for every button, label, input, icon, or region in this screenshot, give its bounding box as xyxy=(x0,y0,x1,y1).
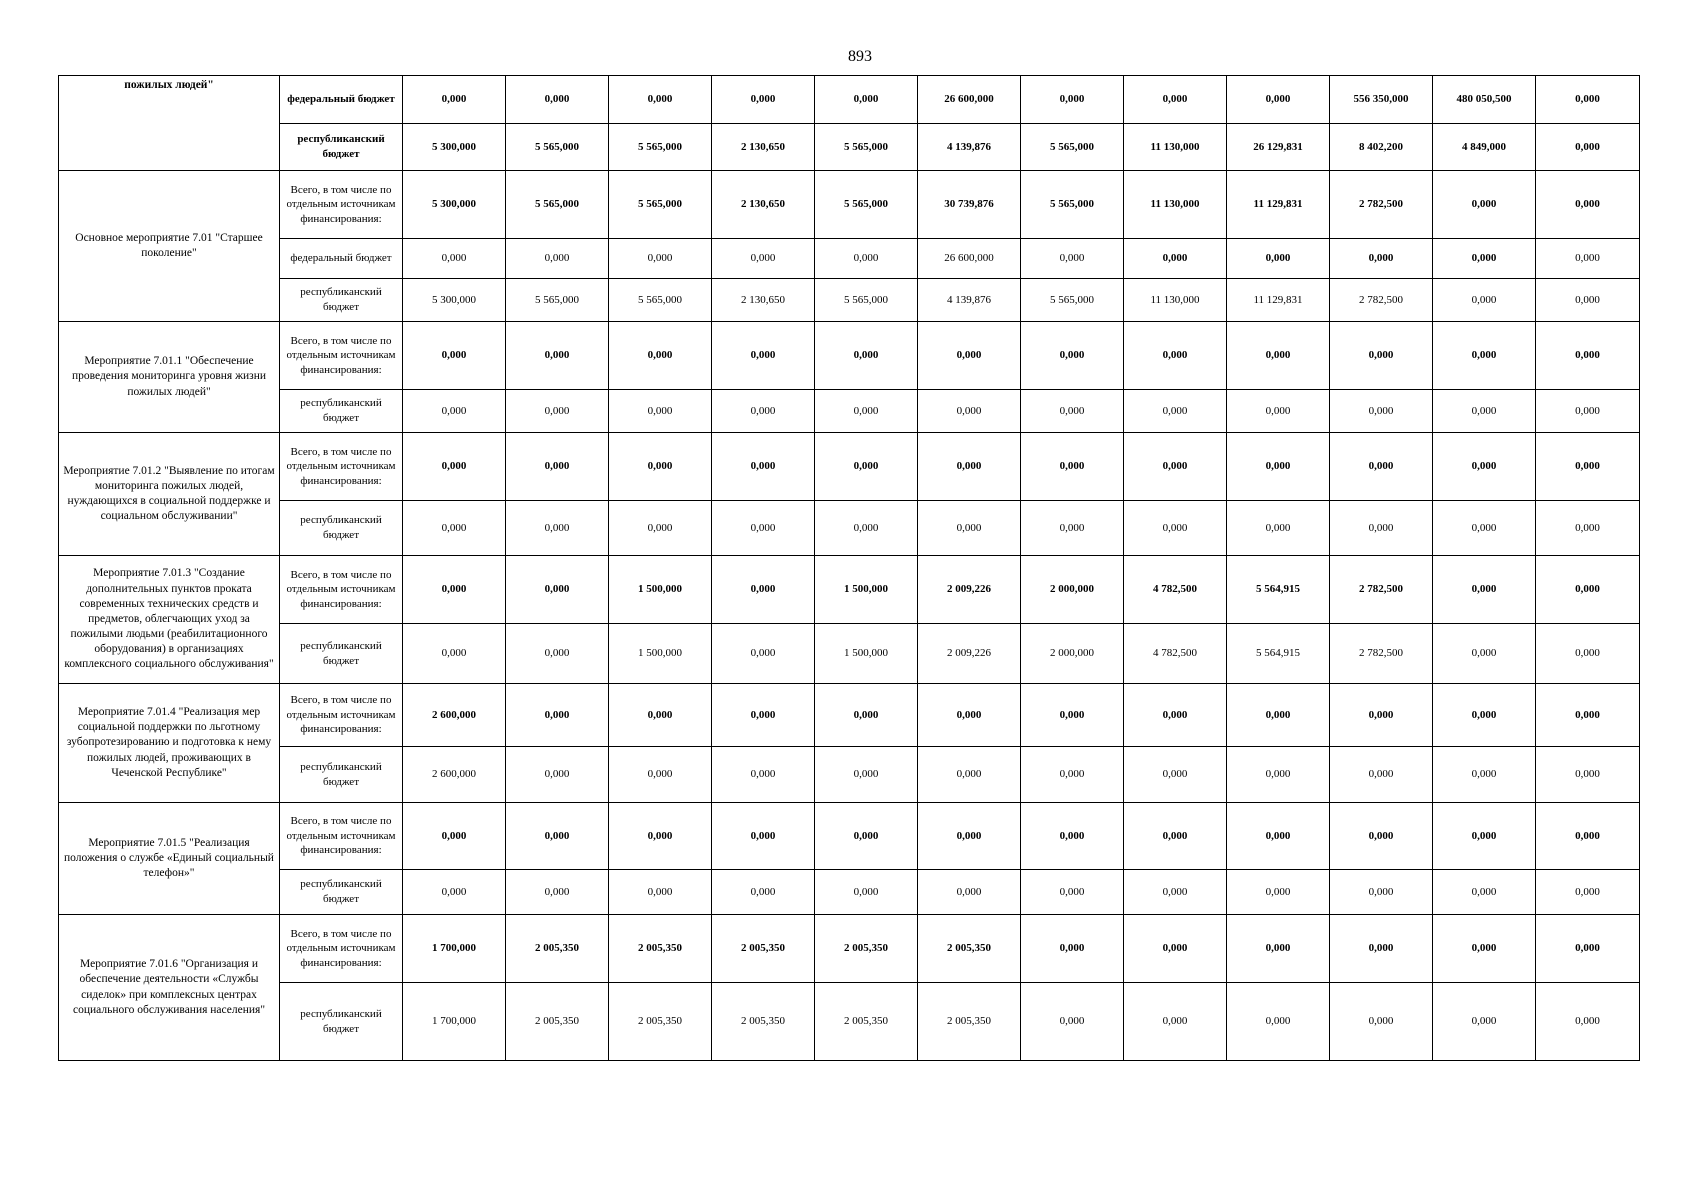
activity-name-cell: Мероприятие 7.01.4 "Реализация мер социальной поддержки по льготному зубопротезированию и подготовка к нему пожилых людей, проживающих в Чеченской Республике" xyxy=(59,684,280,803)
amount-cell: 0,000 xyxy=(403,803,506,870)
amount-cell: 2 782,500 xyxy=(1330,171,1433,239)
amount-cell: 0,000 xyxy=(506,390,609,433)
activity-name-cell: Мероприятие 7.01.6 "Организация и обеспечение деятельности «Службы сиделок» при комплексных центрах социального обслуживания населения" xyxy=(59,915,280,1061)
amount-cell: 0,000 xyxy=(1124,915,1227,983)
funding-source-cell: федеральный бюджет xyxy=(280,76,403,124)
amount-cell: 0,000 xyxy=(1021,983,1124,1061)
amount-cell: 0,000 xyxy=(918,684,1021,747)
amount-cell: 0,000 xyxy=(1536,322,1640,390)
amount-cell: 0,000 xyxy=(1433,501,1536,556)
amount-cell: 0,000 xyxy=(403,322,506,390)
amount-cell: 0,000 xyxy=(1433,390,1536,433)
amount-cell: 1 700,000 xyxy=(403,915,506,983)
amount-cell: 0,000 xyxy=(1330,501,1433,556)
amount-cell: 0,000 xyxy=(506,803,609,870)
amount-cell: 5 565,000 xyxy=(609,279,712,322)
funding-source-cell: Всего, в том числе по отдельным источникам финансирования: xyxy=(280,684,403,747)
table-row xyxy=(59,684,1640,747)
amount-cell: 556 350,000 xyxy=(1330,76,1433,124)
table-body xyxy=(59,76,1640,1061)
amount-cell: 0,000 xyxy=(712,556,815,624)
amount-cell: 0,000 xyxy=(1433,803,1536,870)
table-row xyxy=(59,390,1640,433)
amount-cell: 0,000 xyxy=(815,501,918,556)
amount-cell: 0,000 xyxy=(918,322,1021,390)
amount-cell: 0,000 xyxy=(506,501,609,556)
amount-cell: 0,000 xyxy=(918,803,1021,870)
amount-cell: 0,000 xyxy=(918,501,1021,556)
table-row xyxy=(59,870,1640,915)
amount-cell: 0,000 xyxy=(1330,390,1433,433)
amount-cell: 0,000 xyxy=(815,803,918,870)
amount-cell: 0,000 xyxy=(1124,803,1227,870)
amount-cell: 2 782,500 xyxy=(1330,624,1433,684)
funding-source-cell: Всего, в том числе по отдельным источникам финансирования: xyxy=(280,556,403,624)
amount-cell: 2 782,500 xyxy=(1330,556,1433,624)
amount-cell: 0,000 xyxy=(609,803,712,870)
amount-cell: 2 005,350 xyxy=(918,983,1021,1061)
funding-source-cell: республиканский бюджет xyxy=(280,279,403,322)
amount-cell: 0,000 xyxy=(403,624,506,684)
amount-cell: 11 130,000 xyxy=(1124,124,1227,171)
amount-cell: 5 565,000 xyxy=(506,124,609,171)
amount-cell: 2 130,650 xyxy=(712,171,815,239)
amount-cell: 30 739,876 xyxy=(918,171,1021,239)
amount-cell: 5 565,000 xyxy=(609,171,712,239)
amount-cell: 0,000 xyxy=(1227,433,1330,501)
amount-cell: 2 600,000 xyxy=(403,684,506,747)
table-row xyxy=(59,624,1640,684)
amount-cell: 0,000 xyxy=(1021,684,1124,747)
amount-cell: 0,000 xyxy=(815,390,918,433)
amount-cell: 0,000 xyxy=(1021,76,1124,124)
funding-source-cell: республиканский бюджет xyxy=(280,983,403,1061)
table-row xyxy=(59,279,1640,322)
amount-cell: 5 564,915 xyxy=(1227,556,1330,624)
amount-cell: 0,000 xyxy=(918,747,1021,803)
amount-cell: 0,000 xyxy=(609,390,712,433)
funding-source-cell: республиканский бюджет xyxy=(280,870,403,915)
amount-cell: 0,000 xyxy=(1536,684,1640,747)
amount-cell: 5 565,000 xyxy=(506,171,609,239)
amount-cell: 0,000 xyxy=(712,684,815,747)
amount-cell: 0,000 xyxy=(712,747,815,803)
amount-cell: 2 005,350 xyxy=(609,983,712,1061)
amount-cell: 0,000 xyxy=(1124,747,1227,803)
amount-cell: 0,000 xyxy=(506,747,609,803)
amount-cell: 11 130,000 xyxy=(1124,279,1227,322)
amount-cell: 0,000 xyxy=(1330,433,1433,501)
amount-cell: 0,000 xyxy=(403,556,506,624)
amount-cell: 0,000 xyxy=(815,433,918,501)
amount-cell: 0,000 xyxy=(712,322,815,390)
amount-cell: 0,000 xyxy=(918,390,1021,433)
amount-cell: 2 005,350 xyxy=(506,983,609,1061)
amount-cell: 2 009,226 xyxy=(918,624,1021,684)
amount-cell: 0,000 xyxy=(403,433,506,501)
amount-cell: 0,000 xyxy=(1433,870,1536,915)
amount-cell: 0,000 xyxy=(1536,239,1640,279)
amount-cell: 0,000 xyxy=(1021,501,1124,556)
amount-cell: 0,000 xyxy=(1227,915,1330,983)
amount-cell: 0,000 xyxy=(815,76,918,124)
amount-cell: 0,000 xyxy=(815,747,918,803)
amount-cell: 0,000 xyxy=(1433,747,1536,803)
funding-source-cell: Всего, в том числе по отдельным источникам финансирования: xyxy=(280,171,403,239)
amount-cell: 0,000 xyxy=(1536,390,1640,433)
amount-cell: 0,000 xyxy=(1536,171,1640,239)
amount-cell: 0,000 xyxy=(1124,983,1227,1061)
amount-cell: 0,000 xyxy=(712,390,815,433)
activity-name-cell: Мероприятие 7.01.3 "Создание дополнительных пунктов проката современных технических средств и предметов, облегчающих уход за пожилыми людьми (реабилитационного оборудования) в организациях комплексного социального обслуживания" xyxy=(59,556,280,684)
activity-name-cell: Мероприятие 7.01.2 "Выявление по итогам мониторинга пожилых людей, нуждающихся в социальной поддержке и социальном обслуживании" xyxy=(59,433,280,556)
budget-table xyxy=(58,75,1640,1061)
amount-cell: 2 005,350 xyxy=(712,983,815,1061)
amount-cell: 2 005,350 xyxy=(712,915,815,983)
amount-cell: 0,000 xyxy=(403,76,506,124)
amount-cell: 0,000 xyxy=(1124,390,1227,433)
amount-cell: 2 005,350 xyxy=(815,915,918,983)
activity-name-cell: Мероприятие 7.01.1 "Обеспечение проведения мониторинга уровня жизни пожилых людей" xyxy=(59,322,280,433)
amount-cell: 0,000 xyxy=(1330,870,1433,915)
amount-cell: 0,000 xyxy=(609,433,712,501)
amount-cell: 0,000 xyxy=(403,239,506,279)
amount-cell: 2 000,000 xyxy=(1021,556,1124,624)
amount-cell: 1 500,000 xyxy=(609,624,712,684)
amount-cell: 0,000 xyxy=(1021,390,1124,433)
amount-cell: 0,000 xyxy=(609,76,712,124)
table-row xyxy=(59,322,1640,390)
amount-cell: 2 005,350 xyxy=(918,915,1021,983)
amount-cell: 5 565,000 xyxy=(815,171,918,239)
amount-cell: 0,000 xyxy=(1536,983,1640,1061)
amount-cell: 0,000 xyxy=(1536,124,1640,171)
amount-cell: 0,000 xyxy=(712,624,815,684)
amount-cell: 0,000 xyxy=(1227,870,1330,915)
amount-cell: 0,000 xyxy=(712,870,815,915)
amount-cell: 0,000 xyxy=(609,501,712,556)
amount-cell: 0,000 xyxy=(609,684,712,747)
table-row xyxy=(59,171,1640,239)
table-row xyxy=(59,803,1640,870)
amount-cell: 5 565,000 xyxy=(506,279,609,322)
amount-cell: 0,000 xyxy=(712,501,815,556)
amount-cell: 4 139,876 xyxy=(918,279,1021,322)
amount-cell: 0,000 xyxy=(506,870,609,915)
amount-cell: 2 600,000 xyxy=(403,747,506,803)
amount-cell: 4 782,500 xyxy=(1124,556,1227,624)
amount-cell: 0,000 xyxy=(1330,239,1433,279)
amount-cell: 0,000 xyxy=(1536,433,1640,501)
table-row xyxy=(59,76,1640,124)
amount-cell: 0,000 xyxy=(1536,870,1640,915)
amount-cell: 0,000 xyxy=(815,322,918,390)
funding-source-cell: Всего, в том числе по отдельным источникам финансирования: xyxy=(280,433,403,501)
amount-cell: 0,000 xyxy=(1021,322,1124,390)
amount-cell: 0,000 xyxy=(1433,983,1536,1061)
amount-cell: 0,000 xyxy=(1124,239,1227,279)
amount-cell: 0,000 xyxy=(1433,171,1536,239)
amount-cell: 0,000 xyxy=(1536,501,1640,556)
amount-cell: 0,000 xyxy=(609,870,712,915)
amount-cell: 1 500,000 xyxy=(815,624,918,684)
amount-cell: 0,000 xyxy=(506,624,609,684)
amount-cell: 0,000 xyxy=(1536,624,1640,684)
amount-cell: 0,000 xyxy=(1433,915,1536,983)
amount-cell: 5 565,000 xyxy=(815,279,918,322)
amount-cell: 0,000 xyxy=(506,556,609,624)
amount-cell: 1 500,000 xyxy=(815,556,918,624)
amount-cell: 4 849,000 xyxy=(1433,124,1536,171)
amount-cell: 0,000 xyxy=(1021,803,1124,870)
amount-cell: 0,000 xyxy=(1227,239,1330,279)
activity-name-cell: Основное мероприятие 7.01 "Старшее поколение" xyxy=(59,171,280,322)
amount-cell: 2 005,350 xyxy=(815,983,918,1061)
amount-cell: 0,000 xyxy=(609,747,712,803)
amount-cell: 0,000 xyxy=(1330,684,1433,747)
amount-cell: 2 000,000 xyxy=(1021,624,1124,684)
amount-cell: 5 564,915 xyxy=(1227,624,1330,684)
amount-cell: 0,000 xyxy=(712,76,815,124)
amount-cell: 2 005,350 xyxy=(506,915,609,983)
amount-cell: 0,000 xyxy=(712,433,815,501)
amount-cell: 0,000 xyxy=(1227,747,1330,803)
table-row xyxy=(59,433,1640,501)
amount-cell: 0,000 xyxy=(1433,433,1536,501)
amount-cell: 0,000 xyxy=(1124,870,1227,915)
amount-cell: 0,000 xyxy=(403,870,506,915)
amount-cell: 0,000 xyxy=(1536,279,1640,322)
funding-source-cell: республиканский бюджет xyxy=(280,390,403,433)
amount-cell: 0,000 xyxy=(1330,803,1433,870)
table-row xyxy=(59,124,1640,171)
funding-source-cell: Всего, в том числе по отдельным источникам финансирования: xyxy=(280,915,403,983)
amount-cell: 0,000 xyxy=(1227,501,1330,556)
funding-source-cell: федеральный бюджет xyxy=(280,239,403,279)
amount-cell: 0,000 xyxy=(1536,915,1640,983)
amount-cell: 0,000 xyxy=(403,390,506,433)
amount-cell: 11 130,000 xyxy=(1124,171,1227,239)
table-row xyxy=(59,983,1640,1061)
amount-cell: 5 565,000 xyxy=(1021,171,1124,239)
amount-cell: 5 300,000 xyxy=(403,124,506,171)
amount-cell: 0,000 xyxy=(1021,870,1124,915)
amount-cell: 0,000 xyxy=(1330,915,1433,983)
amount-cell: 0,000 xyxy=(1124,322,1227,390)
amount-cell: 0,000 xyxy=(815,870,918,915)
amount-cell: 0,000 xyxy=(1330,983,1433,1061)
amount-cell: 0,000 xyxy=(609,239,712,279)
amount-cell: 0,000 xyxy=(1227,983,1330,1061)
amount-cell: 0,000 xyxy=(1227,390,1330,433)
amount-cell: 0,000 xyxy=(1330,322,1433,390)
amount-cell: 0,000 xyxy=(918,433,1021,501)
amount-cell: 0,000 xyxy=(1227,76,1330,124)
amount-cell: 5 565,000 xyxy=(1021,279,1124,322)
amount-cell: 0,000 xyxy=(1227,803,1330,870)
amount-cell: 0,000 xyxy=(609,322,712,390)
amount-cell: 5 565,000 xyxy=(815,124,918,171)
activity-name-cell: Мероприятие 7.01.5 "Реализация положения о службе «Единый социальный телефон»" xyxy=(59,803,280,915)
amount-cell: 0,000 xyxy=(815,239,918,279)
funding-source-cell: республиканский бюджет xyxy=(280,747,403,803)
amount-cell: 8 402,200 xyxy=(1330,124,1433,171)
table-row xyxy=(59,501,1640,556)
table-row xyxy=(59,747,1640,803)
amount-cell: 0,000 xyxy=(1433,239,1536,279)
amount-cell: 2 782,500 xyxy=(1330,279,1433,322)
amount-cell: 0,000 xyxy=(1124,76,1227,124)
amount-cell: 0,000 xyxy=(712,239,815,279)
amount-cell: 26 600,000 xyxy=(918,239,1021,279)
amount-cell: 0,000 xyxy=(815,684,918,747)
amount-cell: 2 130,650 xyxy=(712,279,815,322)
amount-cell: 0,000 xyxy=(1124,684,1227,747)
amount-cell: 0,000 xyxy=(1124,501,1227,556)
funding-source-cell: Всего, в том числе по отдельным источникам финансирования: xyxy=(280,322,403,390)
amount-cell: 0,000 xyxy=(1433,624,1536,684)
amount-cell: 480 050,500 xyxy=(1433,76,1536,124)
amount-cell: 11 129,831 xyxy=(1227,279,1330,322)
amount-cell: 0,000 xyxy=(1124,433,1227,501)
amount-cell: 0,000 xyxy=(506,322,609,390)
amount-cell: 0,000 xyxy=(1227,322,1330,390)
amount-cell: 0,000 xyxy=(1021,239,1124,279)
amount-cell: 0,000 xyxy=(506,684,609,747)
amount-cell: 0,000 xyxy=(1433,279,1536,322)
amount-cell: 0,000 xyxy=(1021,433,1124,501)
table-row xyxy=(59,239,1640,279)
amount-cell: 0,000 xyxy=(1536,556,1640,624)
amount-cell: 0,000 xyxy=(1433,556,1536,624)
amount-cell: 1 500,000 xyxy=(609,556,712,624)
amount-cell: 0,000 xyxy=(506,433,609,501)
amount-cell: 0,000 xyxy=(1021,915,1124,983)
amount-cell: 0,000 xyxy=(1536,76,1640,124)
table-row xyxy=(59,556,1640,624)
amount-cell: 0,000 xyxy=(918,870,1021,915)
amount-cell: 0,000 xyxy=(506,76,609,124)
amount-cell: 4 782,500 xyxy=(1124,624,1227,684)
funding-source-cell: республиканский бюджет xyxy=(280,624,403,684)
amount-cell: 5 565,000 xyxy=(1021,124,1124,171)
amount-cell: 1 700,000 xyxy=(403,983,506,1061)
amount-cell: 0,000 xyxy=(1021,747,1124,803)
amount-cell: 0,000 xyxy=(1433,322,1536,390)
amount-cell: 2 005,350 xyxy=(609,915,712,983)
activity-name-cell: пожилых людей" xyxy=(59,76,280,171)
amount-cell: 0,000 xyxy=(1536,747,1640,803)
funding-source-cell: республиканский бюджет xyxy=(280,501,403,556)
amount-cell: 0,000 xyxy=(1536,803,1640,870)
amount-cell: 11 129,831 xyxy=(1227,171,1330,239)
amount-cell: 0,000 xyxy=(1330,747,1433,803)
funding-source-cell: Всего, в том числе по отдельным источникам финансирования: xyxy=(280,803,403,870)
table-row xyxy=(59,915,1640,983)
amount-cell: 5 565,000 xyxy=(609,124,712,171)
amount-cell: 0,000 xyxy=(506,239,609,279)
amount-cell: 26 600,000 xyxy=(918,76,1021,124)
amount-cell: 0,000 xyxy=(1433,684,1536,747)
amount-cell: 0,000 xyxy=(712,803,815,870)
funding-source-cell: республиканский бюджет xyxy=(280,124,403,171)
amount-cell: 0,000 xyxy=(403,501,506,556)
amount-cell: 5 300,000 xyxy=(403,279,506,322)
amount-cell: 26 129,831 xyxy=(1227,124,1330,171)
amount-cell: 0,000 xyxy=(1227,684,1330,747)
amount-cell: 2 130,650 xyxy=(712,124,815,171)
amount-cell: 2 009,226 xyxy=(918,556,1021,624)
page-number: 893 xyxy=(848,48,872,65)
amount-cell: 4 139,876 xyxy=(918,124,1021,171)
amount-cell: 5 300,000 xyxy=(403,171,506,239)
